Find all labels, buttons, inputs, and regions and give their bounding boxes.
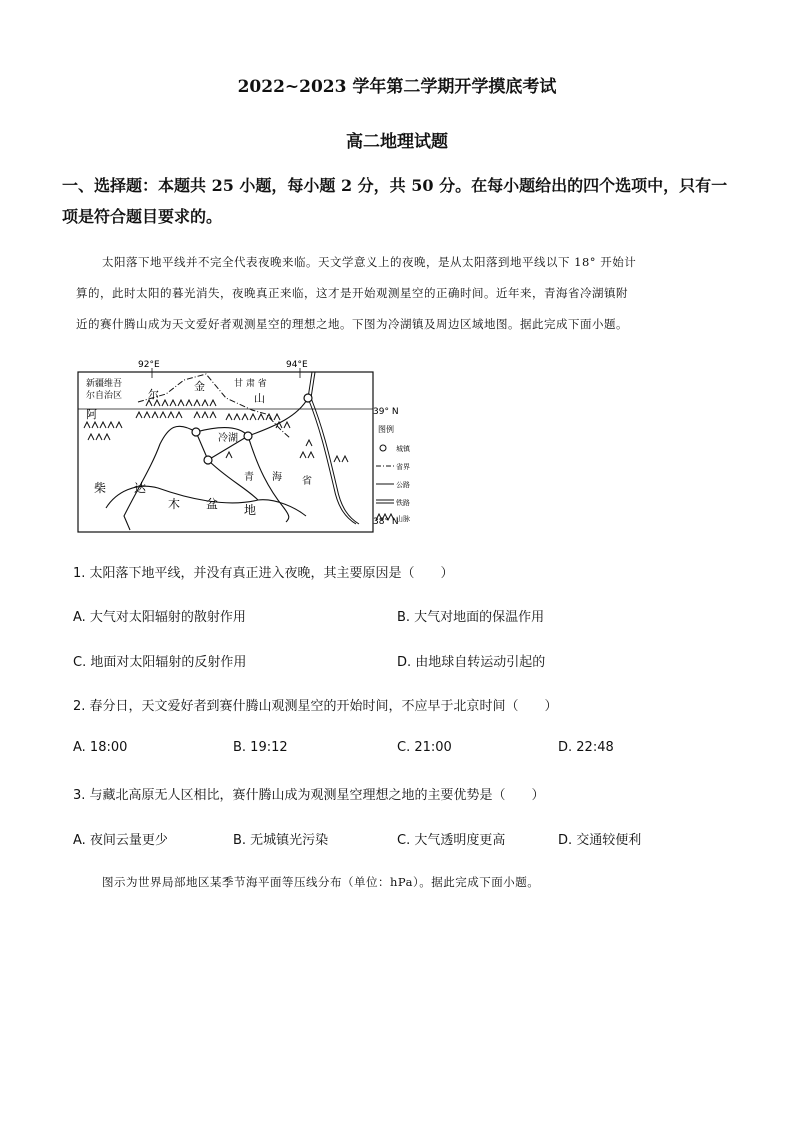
section-heading-line2: 项是符合题目要求的。 — [62, 207, 223, 226]
passage-line: 算的，此时太阳的暮光消失，夜晚真正来临，这才是开始观测星空的正确时间。近年来，青海省冷湖镇附 — [76, 286, 628, 300]
question-3-stem: 3. 与藏北高原无人区相比，赛什腾山成为观测星空理想之地的主要优势是（ ） — [73, 788, 545, 803]
legend-mountain: 山脉 — [396, 515, 410, 523]
question-2-option-c[interactable]: C. 21:00 — [397, 740, 452, 755]
question-1-option-c[interactable]: C. 地面对太阳辐射的反射作用 — [73, 655, 247, 670]
lon-94-label: 94°E — [286, 360, 308, 370]
reading-passage-1 — [76, 247, 740, 340]
question-1-option-a[interactable]: A. 大气对太阳辐射的散射作用 — [73, 610, 246, 625]
section-heading — [62, 170, 727, 232]
question-1-option-d[interactable]: D. 由地球自转运动引起的 — [397, 655, 546, 670]
question-2-option-b[interactable]: B. 19:12 — [233, 740, 288, 755]
qinghai-char: 海 — [272, 472, 282, 483]
legend-road: 公路 — [396, 481, 410, 489]
question-1-stem: 1. 太阳落下地平线，并没有真正进入夜晚，其主要原因是（ ） — [73, 566, 454, 581]
legend-town: 城镇 — [396, 445, 410, 453]
qinghai-char: 省 — [302, 476, 312, 487]
question-3-option-d[interactable]: D. 交通较便利 — [558, 833, 642, 848]
lenghu-region-map — [76, 358, 416, 538]
lat-39-label: 39° N — [373, 407, 399, 417]
question-2-option-a[interactable]: A. 18:00 — [73, 740, 128, 755]
altun-char: 山 — [254, 392, 265, 405]
passage-line: 太阳落下地平线并不完全代表夜晚来临。天文学意义上的夜晚，是从太阳落到地平线以下 18° 开始计 — [102, 255, 637, 269]
section-heading-line1: 一、选择题：本题共 25 小题，每小题 2 分，共 50 分。在每小题给出的四个选项中，只有一 — [62, 176, 728, 195]
qaidam-char: 盆 — [206, 497, 219, 511]
lenghu-town-label: 冷湖 — [218, 433, 238, 444]
exam-title: 2022~2023 学年第二学期开学摸底考试 — [237, 77, 557, 97]
legend-border: 省界 — [396, 463, 410, 471]
legend-town-icon — [380, 445, 386, 451]
question-1-option-b[interactable]: B. 大气对地面的保温作用 — [397, 610, 545, 625]
altun-char: 阿 — [86, 408, 97, 421]
qaidam-char: 地 — [244, 503, 257, 517]
question-3-option-a[interactable]: A. 夜间云量更少 — [73, 833, 168, 848]
legend-title: 图例 — [378, 425, 394, 434]
exam-subtitle: 高二地理试题 — [346, 132, 448, 152]
question-3-option-c[interactable]: C. 大气透明度更高 — [397, 833, 506, 848]
altun-char: 尔 — [148, 388, 159, 401]
qaidam-char: 木 — [168, 497, 181, 511]
question-2-stem: 2. 春分日，天文爱好者到赛什腾山观测星空的开始时间，不应早于北京时间（ ） — [73, 699, 558, 714]
xinjiang-label-2: 尔自治区 — [86, 391, 123, 401]
question-2-option-d[interactable]: D. 22:48 — [558, 740, 614, 755]
passage-line: 近的赛什腾山成为天文爱好者观测星空的理想之地。下图为冷湖镇及周边区域地图。据此完成下面小题。 — [76, 317, 628, 331]
map-legend — [376, 424, 411, 523]
qinghai-char: 青 — [244, 472, 254, 483]
lon-92-label: 92°E — [138, 360, 160, 370]
xinjiang-label-1: 新疆维吾 — [86, 379, 123, 389]
altun-char: 金 — [194, 380, 205, 393]
qaidam-char: 柴 — [94, 481, 107, 495]
gansu-label: 甘 肃 省 — [234, 379, 267, 389]
question-3-option-b[interactable]: B. 无城镇光污染 — [233, 833, 329, 848]
qaidam-char: 达 — [134, 481, 147, 495]
railway — [308, 372, 359, 524]
lat-38-label: 38° N — [373, 517, 399, 527]
legend-rail: 铁路 — [396, 499, 410, 507]
reading-passage-2: 图示为世界局部地区某季节海平面等压线分布（单位：hPa）。据此完成下面小题。 — [102, 875, 540, 889]
